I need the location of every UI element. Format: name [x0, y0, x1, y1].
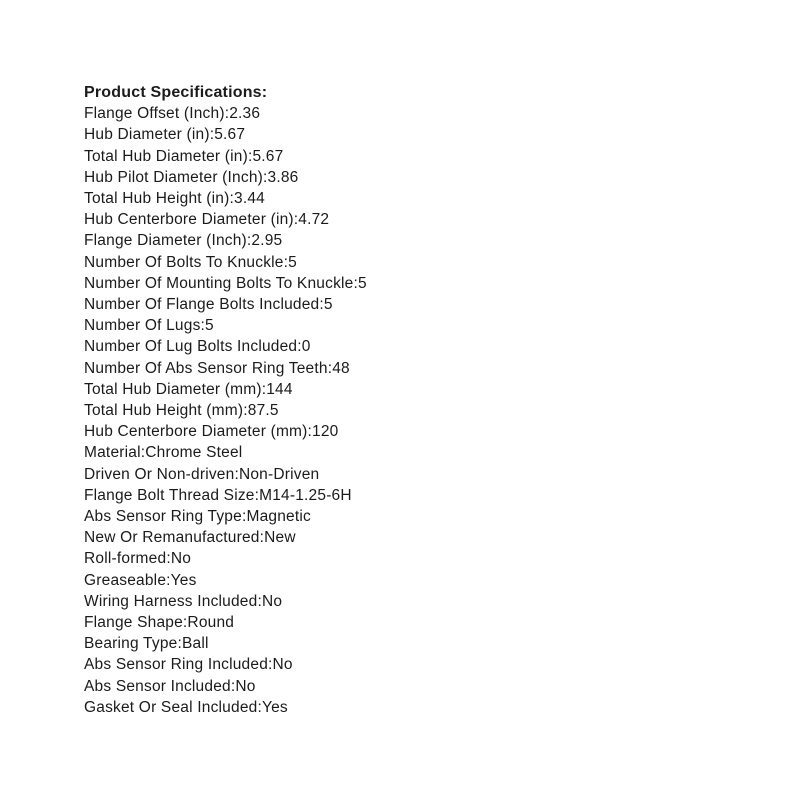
spec-line	[84, 358, 367, 379]
spec-label: Number Of Lugs	[84, 317, 201, 335]
spec-label: Flange Diameter (Inch)	[84, 232, 247, 250]
spec-value: :5	[200, 317, 214, 335]
spec-label: Hub Centerbore Diameter (mm)	[84, 423, 308, 441]
spec-line	[84, 591, 367, 612]
spec-line	[84, 612, 367, 633]
spec-value: :3.44	[229, 190, 265, 208]
spec-value: :Non-Driven	[234, 465, 320, 483]
spec-value: :No	[268, 656, 293, 674]
spec-value: :No	[257, 592, 283, 610]
spec-line	[84, 188, 367, 209]
spec-label: Abs Sensor Included	[84, 677, 231, 695]
spec-value: :Magnetic	[241, 508, 311, 526]
spec-label: Total Hub Diameter (mm)	[84, 380, 262, 398]
spec-value: :Yes	[257, 698, 288, 716]
spec-label: Hub Centerbore Diameter (in)	[84, 211, 294, 229]
spec-line	[84, 464, 367, 485]
spec-label: Number Of Lug Bolts Included	[84, 338, 298, 356]
spec-value: :0	[297, 338, 311, 356]
spec-line	[84, 676, 367, 697]
spec-line	[84, 548, 367, 569]
spec-line	[84, 103, 367, 124]
spec-label: Number Of Flange Bolts Included	[84, 296, 320, 314]
spec-line	[84, 124, 367, 145]
spec-label: Driven Or Non-driven	[84, 465, 235, 483]
spec-label: Number Of Abs Sensor Ring Teeth	[84, 359, 328, 377]
spec-line	[84, 336, 367, 357]
spec-label: Gasket Or Seal Included	[84, 698, 258, 716]
spec-line	[84, 252, 367, 273]
spec-value: :4.72	[293, 211, 330, 229]
specs-content	[84, 82, 367, 718]
spec-label: Number Of Mounting Bolts To Knuckle	[84, 274, 354, 292]
spec-value: :120	[307, 423, 339, 441]
spec-value: :Round	[182, 614, 235, 632]
spec-label: Material	[84, 444, 141, 462]
spec-label: Roll-formed	[84, 550, 167, 568]
spec-label: New Or Remanufactured	[84, 529, 260, 547]
spec-line	[84, 697, 367, 718]
spec-line	[84, 167, 367, 188]
spec-value: :48	[327, 359, 350, 377]
spec-list	[84, 103, 367, 718]
spec-label: Wiring Harness Included	[84, 592, 258, 610]
spec-value: :3.86	[263, 168, 299, 186]
spec-label: Abs Sensor Ring Type	[84, 508, 242, 526]
spec-label: Total Hub Height (in)	[84, 190, 230, 208]
spec-line	[84, 146, 367, 167]
spec-value: :5	[283, 253, 297, 271]
spec-line	[84, 315, 367, 336]
spec-line	[84, 527, 367, 548]
spec-value: :5.67	[209, 126, 246, 144]
spec-label: Abs Sensor Ring Included	[84, 656, 269, 674]
spec-line	[84, 400, 367, 421]
spec-value: :New	[259, 529, 296, 547]
spec-line	[84, 485, 367, 506]
spec-value: :Ball	[177, 635, 209, 653]
spec-label: Bearing Type	[84, 635, 178, 653]
spec-line	[84, 294, 367, 315]
spec-line	[84, 230, 367, 251]
spec-value: :No	[166, 550, 192, 568]
spec-label: Flange Shape	[84, 614, 183, 632]
spec-value: :2.95	[246, 232, 283, 250]
spec-line	[84, 570, 367, 591]
specs-title: Product Specifications:	[84, 84, 268, 101]
spec-value: :2.36	[224, 105, 261, 123]
spec-line	[84, 209, 367, 230]
spec-value: :M14-1.25-6H	[254, 486, 352, 504]
spec-label: Total Hub Height (mm)	[84, 402, 244, 420]
spec-label: Greaseable	[84, 571, 167, 589]
spec-value: :5	[319, 296, 333, 314]
spec-line	[84, 633, 367, 654]
spec-label: Hub Diameter (in)	[84, 126, 210, 144]
spec-label: Flange Offset (Inch)	[84, 105, 225, 123]
spec-label: Flange Bolt Thread Size	[84, 486, 255, 504]
spec-line	[84, 421, 367, 442]
spec-line	[84, 654, 367, 675]
spec-line	[84, 379, 367, 400]
spec-line	[84, 273, 367, 294]
spec-label: Total Hub Diameter (in)	[84, 147, 248, 165]
spec-value: :5.67	[247, 147, 284, 165]
spec-line	[84, 506, 367, 527]
spec-value: :5	[353, 274, 367, 292]
spec-label: Number Of Bolts To Knuckle	[84, 253, 284, 271]
spec-value: :144	[261, 380, 293, 398]
spec-value: :Chrome Steel	[140, 444, 243, 462]
spec-label: Hub Pilot Diameter (Inch)	[84, 168, 264, 186]
spec-line	[84, 442, 367, 463]
spec-value: :87.5	[243, 402, 279, 420]
spec-value: :Yes	[166, 571, 197, 589]
spec-value: :No	[230, 677, 256, 695]
